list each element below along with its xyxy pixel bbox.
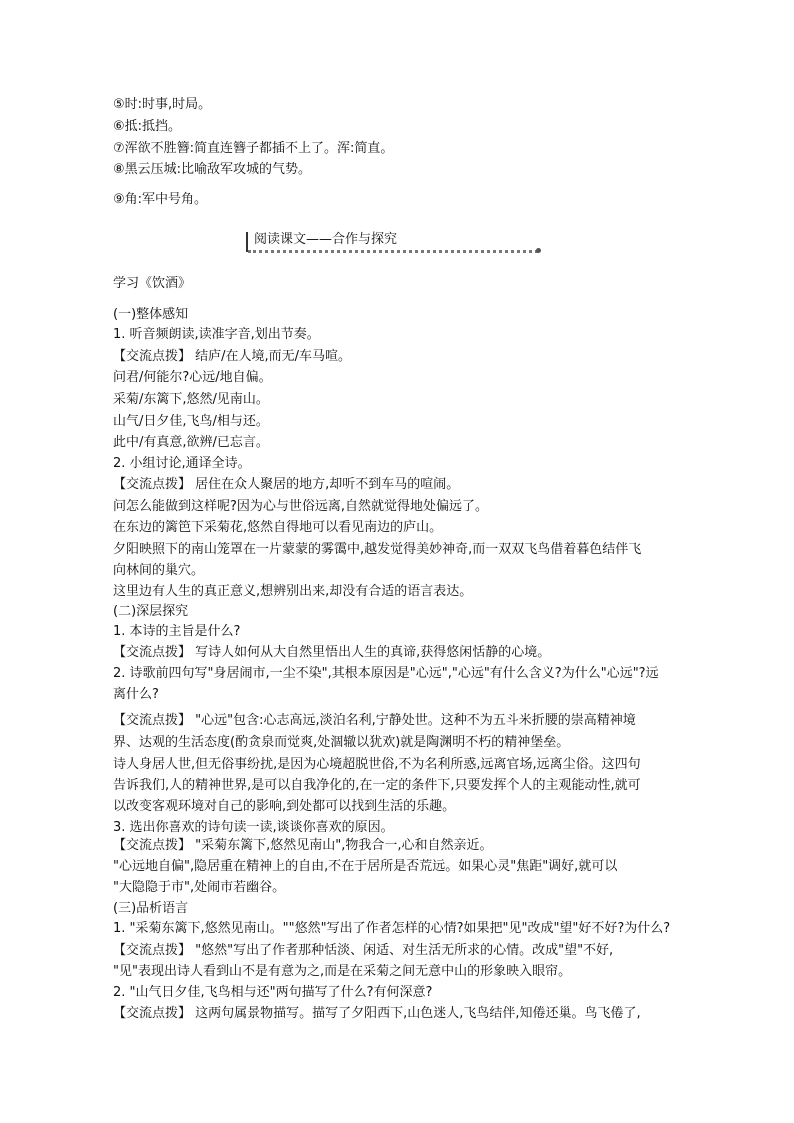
note-line: ⑨角:军中号角。 (113, 192, 208, 207)
body-line: 向林间的巢穴。 (113, 563, 205, 578)
body-line: (三)品析语言 (113, 901, 189, 916)
body-line: 离什么? (113, 687, 159, 702)
body-line: 问怎么能做到这样呢?因为心与世俗远离,自然就觉得地处偏远了。 (113, 499, 489, 514)
body-line: 2. "山气日夕佳,飞鸟相与还"两句描写了什么?有何深意? (113, 985, 433, 1000)
note-line: ⑧黑云压城:比喻敌军攻城的气势。 (113, 162, 312, 177)
body-line: 采菊/东篱下,悠然/见南山。 (113, 392, 269, 407)
body-line: 【交流点拨】 居住在众人聚居的地方,却听不到车马的喧闹。 (113, 477, 460, 492)
body-line: 告诉我们,人的精神世界,是可以自我净化的,在一定的条件下,只要发挥个人的主观能动性,就可 (113, 778, 641, 793)
body-line: 【交流点拨】 "悠然"写出了作者那种恬淡、闲适、对生活无所求的心情。改成"望"不好, (113, 943, 614, 958)
body-line: 夕阳映照下的南山笼罩在一片蒙蒙的雾霭中,越发觉得美妙神奇,而一双双飞鸟借着暮色结伴飞 (113, 542, 642, 557)
body-line: 【交流点拨】 这两句属景物描写。描写了夕阳西下,山色迷人,飞鸟结伴,知倦还巢。鸟飞倦了, (113, 1006, 641, 1021)
body-line: 2. 小组讨论,通译全诗。 (113, 456, 251, 471)
body-line: "心远地自偏",隐居重在精神上的自由,不在于居所是否荒远。如果心灵"焦距"调好,就可以 (113, 859, 618, 874)
note-line: ⑥抵:抵挡。 (113, 119, 182, 134)
body-line: 以改变客观环境对自己的影响,到处都可以找到生活的乐趣。 (113, 799, 456, 814)
header-dot (536, 248, 541, 253)
body-line: 1. "采菊东篱下,悠然见南山。""悠然"写出了作者怎样的心情?如果把"见"改成"望"好不好?为什么? (113, 921, 671, 936)
body-line: "见"表现出诗人看到山不是有意为之,而是在采菊之间无意中山的形象映入眼帘。 (113, 964, 572, 979)
body-line: 此中/有真意,欲辨/已忘言。 (113, 435, 269, 450)
body-line: 【交流点拨】 结庐/在人境,而无/车马喧。 (113, 349, 352, 364)
body-line: 这里边有人生的真正意义,想辨别出来,却没有合适的语言表达。 (113, 584, 473, 599)
note-line: ⑤时:时事,时局。 (113, 97, 212, 112)
body-line: "大隐隐于市",处闹市若幽谷。 (113, 880, 286, 895)
section-header (246, 230, 542, 254)
body-line: 2. 诗歌前四句写"身居闹市,一尘不染",其根本原因是"心远","心远"有什么含义?为什么"心远"?远 (113, 666, 659, 681)
body-line: 1. 听音频朗读,读准字音,划出节奏。 (113, 327, 320, 342)
body-line: 3. 选出你喜欢的诗句读一读,谈谈你喜欢的原因。 (113, 820, 394, 835)
body-line: 【交流点拨】 "采菊东篱下,悠然见南山",物我合一,心和自然亲近。 (113, 838, 493, 853)
body-line: 诗人身居人世,但无俗事纷扰,是因为心境超脱世俗,不为名利所惑,远离官场,远离尘俗。这四句 (113, 757, 641, 772)
body-line: 界、达观的生活态度(酌贪泉而觉爽,处涸辙以犹欢)就是陶渊明不朽的精神堡垒。 (113, 735, 570, 750)
body-line: 【交流点拨】 "心远"包含:心志高远,淡泊名利,宁静处世。这种不为五斗米折腰的崇高精神境 (113, 713, 636, 728)
header-dotted-rule (248, 250, 538, 256)
body-line: 1. 本诗的主旨是什么? (113, 624, 241, 639)
section-title: 阅读课文——合作与探究 (254, 232, 398, 247)
body-line: (一)整体感知 (113, 307, 189, 322)
body-line: 山气/日夕佳,飞鸟/相与还。 (113, 414, 269, 429)
body-line: 学习《饮酒》 (113, 276, 192, 291)
body-line: 在东边的篱笆下采菊花,悠然自得地可以看见南边的庐山。 (113, 520, 443, 535)
header-bar (246, 232, 248, 252)
body-line: 问君/何能尔?心远/地自偏。 (113, 370, 272, 385)
body-line: (二)深层探究 (113, 604, 189, 619)
note-line: ⑦浑欲不胜簪:简直连簪子都插不上了。浑:简直。 (113, 141, 394, 156)
body-line: 【交流点拨】 写诗人如何从大自然里悟出人生的真谛,获得悠闲恬静的心境。 (113, 645, 551, 660)
